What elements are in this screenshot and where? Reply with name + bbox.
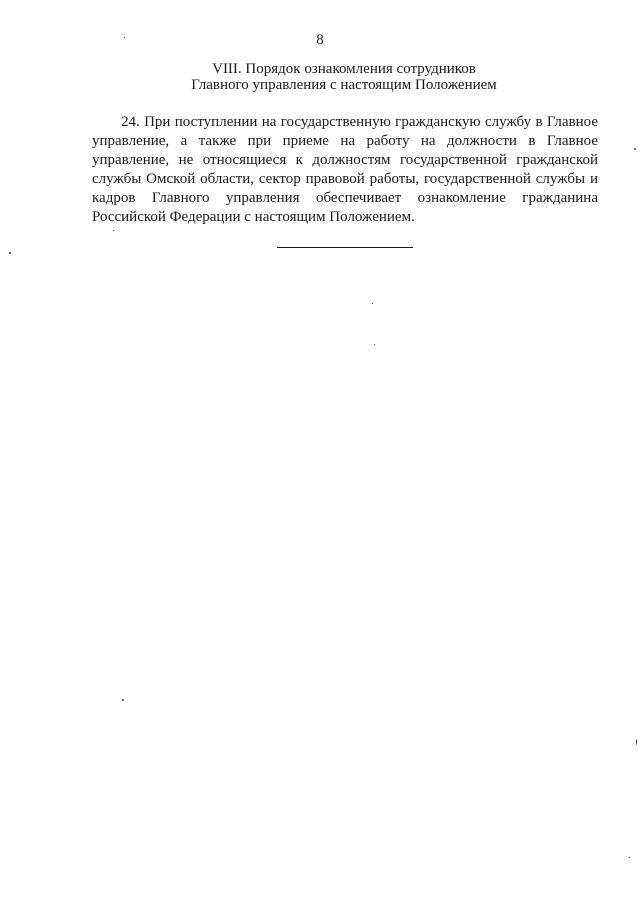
scan-speck <box>374 344 375 345</box>
scan-speck <box>636 739 637 745</box>
scan-speck <box>9 252 11 254</box>
end-separator-line <box>277 247 413 248</box>
section-heading-line-2: Главного управления с настоящим Положением <box>191 77 497 93</box>
section-heading-line-1: VIII. Порядок ознакомления сотрудников <box>212 61 476 77</box>
scan-speck <box>372 303 373 304</box>
scan-speck <box>634 148 636 150</box>
page-number: 8 <box>316 32 324 48</box>
scan-speck <box>124 37 125 38</box>
paragraph-24: 24. При поступлении на государственную гражданскую службу в Главное управление, а также при приеме на работу на должности в Главное управление, не относящиеся к должностям государственной гражданской службы Омской области, сектор правовой работы, государственной службы и кадров Главного управления обеспечивает ознакомление гражданина Российской Федерации с настоящим Положением. <box>92 114 598 225</box>
scan-speck <box>113 230 114 231</box>
scan-speck <box>122 699 124 701</box>
scan-speck <box>629 857 630 858</box>
section-heading <box>150 61 538 93</box>
